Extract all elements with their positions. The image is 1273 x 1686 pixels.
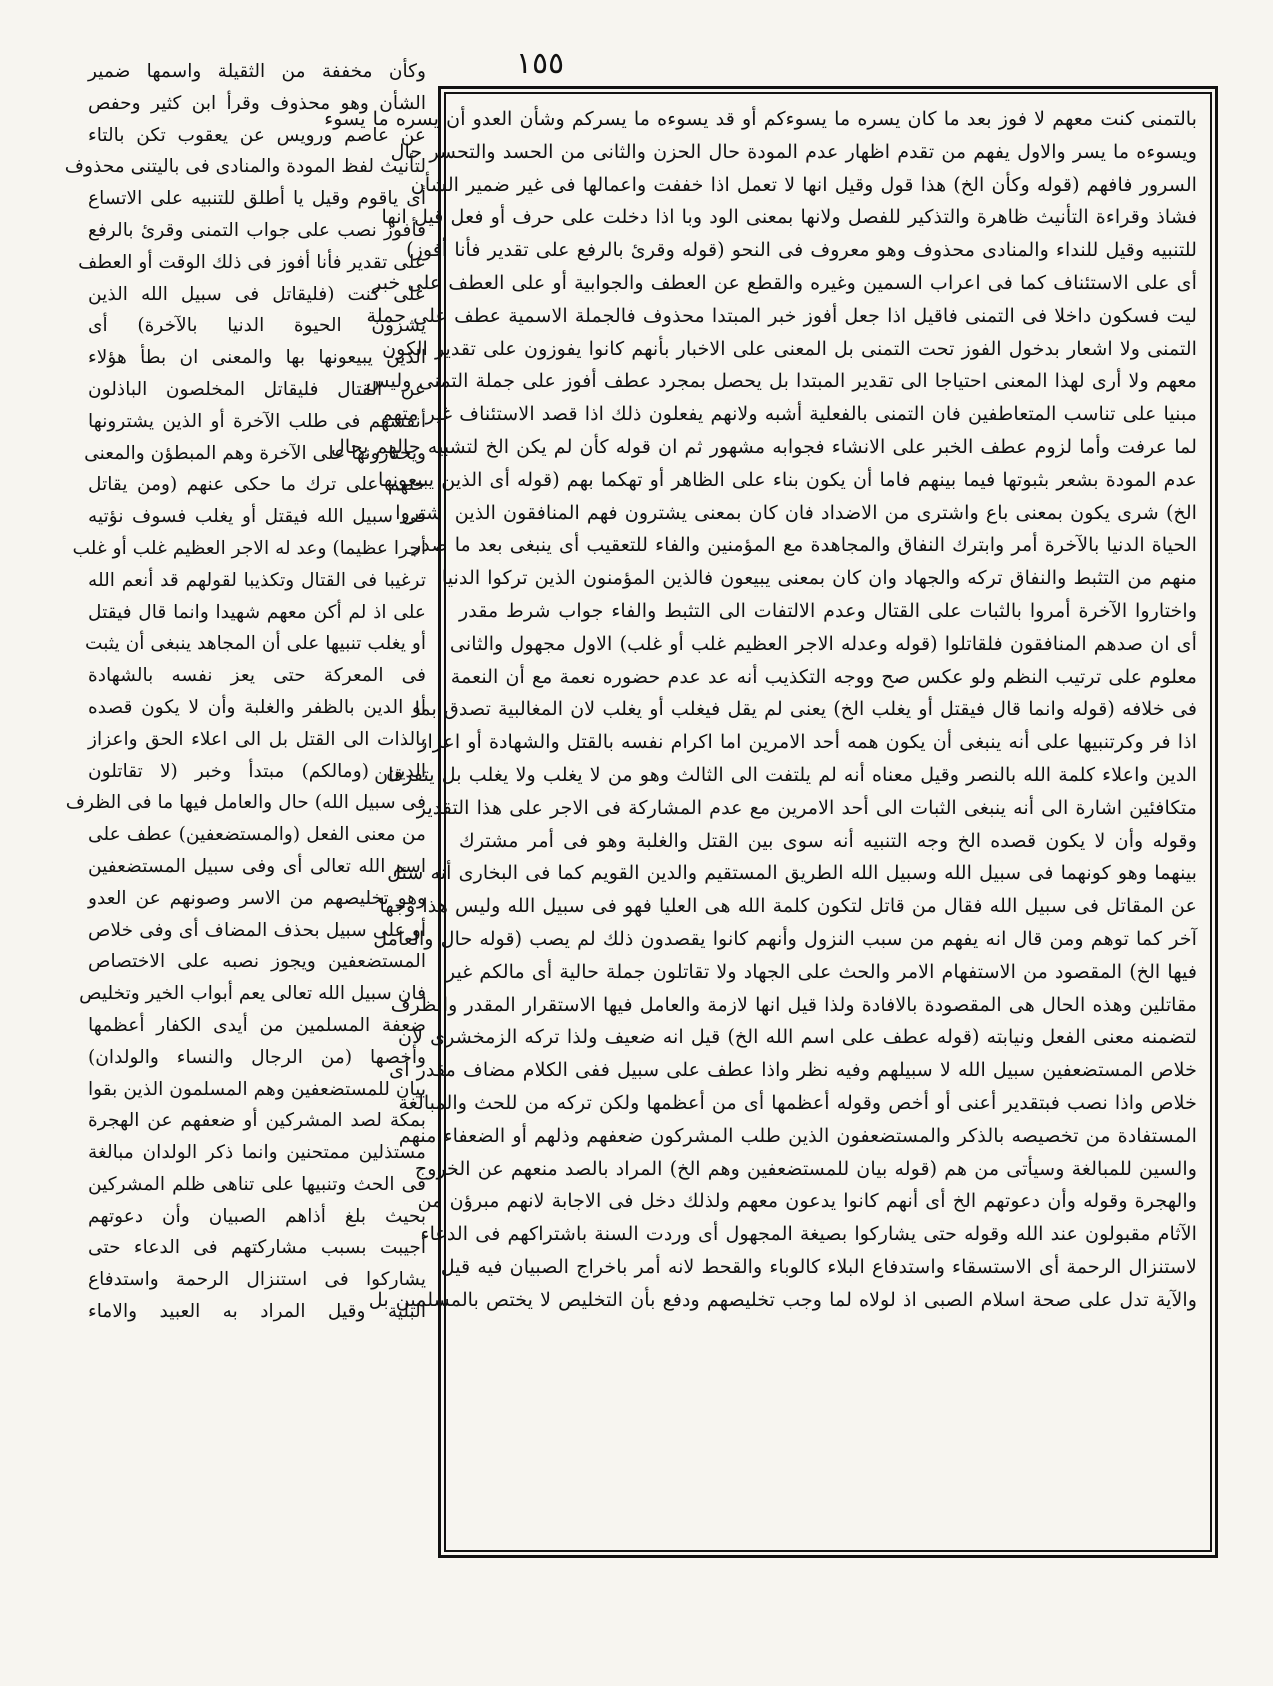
side-text-line: فان سبيل الله تعالى يعم أبواب الخير وتخليص — [79, 983, 426, 1005]
main-text-line: مبنيا على تناسب المتعاطفين فان التمنى بالفعلية أشبه ولانهم يفعلون ذلك اذا قصد الاستئناف غير متهم — [380, 402, 1197, 426]
main-text-line: لتضمنه معنى الفعل ونيابته (قوله عطف على اسم الله الخ) قيل انه ضعيف ولذا تركه الزمخشرى لان — [398, 1025, 1197, 1049]
side-text-line: الذين يبيعونها بها والمعنى ان بطأ هؤلاء — [88, 347, 426, 369]
main-text-line: لما عرفت وأما لزوم عطف الخبر على الانشاء فجوابه مشهور ثم ان قوله كأن لم يكن الخ لتشبيه حالهم بحال — [330, 434, 1197, 458]
main-text-line: فشاذ وقراءة التأنيث ظاهرة والتذكير للفصل ولانها بمعنى الود وبا اذا دخلت على حرف أو فعل قيل انها — [381, 205, 1197, 229]
main-text-line: بينهما وهو كونهما فى سبيل الله وسبيل الله الطريق المستقيم والدين القويم كما فى البخارى أنه سئل — [387, 861, 1197, 885]
main-text-line: التمنى ولا اشعار بدخول الفوز تحت التمنى بل المعنى على الاخبار بأنهم كانوا يفوزون على تقدير الكون — [382, 336, 1197, 360]
main-text-line: لاستنزال الرحمة أى الاستسقاء واستدفاع البلاء كالوباء والقحط لانه أمر باخراج الصبيان فيه قيل — [440, 1254, 1197, 1278]
main-text-line: اذا فر وكرتنبيها على أنه ينبغى أن يكون همه أحد الامرين اما اكرام نفسه بالقتل والشهادة أو اعزاز — [418, 730, 1197, 754]
side-text-line: فى سبيل الله) حال والعامل فيها ما فى الظرف — [65, 792, 426, 814]
side-text-line: ويختارونها على الآخرة وهم المبطؤن والمعنى — [84, 442, 426, 464]
side-text-line: وأخصها (من الرجال والنساء والولدان) — [88, 1046, 426, 1068]
side-text-line: بحيث بلغ أذاهم الصبيان وأن دعوتهم — [88, 1205, 426, 1227]
main-text-line: والآية تدل على صحة اسلام الصبى اذ لولاه لما وجب تخليصهم ودفع بأن التخليص لا يختص بالمسلمين بل — [368, 1287, 1197, 1311]
side-text-line: الدين (ومالكم) مبتدأ وخبر (لا تقاتلون — [88, 760, 426, 782]
side-text-line: وهو تخليصهم من الاسر وصونهم عن العدو — [88, 887, 426, 909]
main-text-line: والسين للمبالغة وسيأتى من هم (قوله بيان للمستضعفين وهم الخ) المراد بالصد منعهم عن الخروج — [414, 1156, 1197, 1180]
side-text-line: أو يغلب تنبيها على أن المجاهد ينبغى أن يثبت — [85, 633, 426, 655]
main-text-line: السرور فافهم (قوله وكأن الخ) هذا قول وقيل انها لا تعمل اذا خففت واعمالها فى غير ضمير الشأن — [410, 172, 1197, 196]
side-text-line: البلية وقيل المراد به العبيد والاماء — [88, 1301, 426, 1323]
main-text-line: ليت فسكون داخلا فى التمنى فاقيل اذا جعل أفوز خبر المبتدا محذوف فالجملة الاسمية عطف على جملة — [366, 303, 1197, 327]
side-text-line: أنفسهم فى طلب الآخرة أو الذين يشترونها — [88, 410, 426, 432]
main-text-line: فيها الخ) المقصود من الاستفهام الامر والحث على الجهاد ولا تقاتلون جملة حالية أى مالكم غير — [445, 959, 1197, 983]
main-text-line: الدين واعلاء كلمة الله بالنصر وقيل معناه أنه لم يلتفت الى الثالث وهو من لا يغلب ولا يغلب بل يتفرقان — [374, 762, 1197, 786]
main-text-line: الآثام مقبولون عند الله وقوله حتى يشاركوا بصيغة المجهول أى وردت السنة باشتراكهم فى الدعاء — [420, 1222, 1197, 1246]
main-text-line: فى خلافه (قوله وانما قال فيقتل أو يغلب الخ) يعنى لم يقل فيغلب أو يغلب لان المغالبية تصدق بما — [414, 697, 1197, 721]
side-text-line: أو الدين بالظفر والغلبة وأن لا يكون قصده — [88, 696, 426, 718]
main-text-line: والهجرة وقوله وأن دعوتهم الخ أى أنهم كانوا يدعون معهم ولذلك دخل فى الاجابة لانهم مبرؤن من — [417, 1189, 1197, 1213]
side-text-line: عن عاصم ورويس عن يعقوب تكن بالتاء — [88, 124, 426, 146]
main-text-line: الحياة الدنيا بالآخرة أمر وابترك النفاق والمجاهدة مع المؤمنين والفاء للتعقيب أى ينبغى بعد ما صدر — [411, 533, 1197, 557]
side-text-line: يشاركوا فى استنزال الرحمة واستدفاع — [88, 1269, 426, 1291]
side-text-line: فى سبيل الله فيقتل أو يغلب فسوف نؤتيه — [88, 506, 426, 528]
side-text-line: لتأنيث لفظ المودة والمنادى فى باليتنى محذوف — [64, 156, 426, 178]
side-text-line: وكأن مخففة من الثقيلة واسمها ضمير — [88, 61, 426, 82]
side-text-line: بالذات الى القتل بل الى اعلاء الحق واعزاز — [88, 728, 426, 750]
side-text-line: على كنت (فليقاتل فى سبيل الله الذين — [88, 283, 426, 305]
page-number: ١٥٥ — [515, 46, 565, 81]
main-text-line: خلاص واذا نصب فبتقدير أعنى أو أخص وقوله أعظمها أى من أعظمها ولكن تركه من للحث والمبالغة — [398, 1090, 1197, 1114]
side-text-line: من معنى الفعل (والمستضعفين) عطف على — [88, 824, 426, 846]
main-text-line: خلاص المستضعفين سبيل الله لا سبيلهم وفيه نظر واذا عطف على سبيل ففى الكلام مضاف مقدر أى — [389, 1058, 1197, 1082]
main-text-line: وقوله وأن لا يكون قصده الخ وجه التنبيه أنه سوى بين القتل والغلبة وهو فى أمر مشترك — [459, 828, 1197, 852]
side-commentary-column — [64, 56, 426, 1586]
main-text-line: المستفادة من تخصيصه بالذكر والمستضعفون الذين طلب المشركون ضعفهم وذلهم أو الضعفاء منهم — [398, 1123, 1197, 1147]
side-text-line: فى المعركة حتى يعز نفسه بالشهادة — [88, 665, 426, 687]
main-text-line: واختاروا الآخرة أمروا بالثبات على القتال وعدم الالتفات الى التثبط والفاء جواب شرط مقدر — [459, 598, 1197, 622]
side-text-line: أى ياقوم وقيل يا أطلق للتنبيه على الاتساع — [88, 188, 426, 210]
main-text-frame — [324, 86, 1218, 1558]
side-text-line: على تقدير فأنا أفوز فى ذلك الوقت أو العطف — [78, 251, 426, 273]
side-text-line: أجيبت بسبب مشاركتهم فى الدعاء حتى — [88, 1237, 426, 1259]
side-text-line: أجرا عظيما) وعد له الاجر العظيم غلب أو غلب — [72, 537, 426, 559]
main-text-line: عن المقاتل فى سبيل الله فقال من قاتل لتكون كلمة الله هى العليا فهو فى سبيل الله وليس هذا وجها — [379, 894, 1197, 918]
side-text-line: بيان للمستضعفين وهم المسلمون الذين بقوا — [88, 1078, 426, 1100]
side-text-line: مستذلين ممتحنين وانما ذكر الولدان مبالغة — [88, 1142, 426, 1164]
side-text-line: يشرون الحيوة الدنيا بالآخرة) أى — [88, 315, 426, 337]
main-text-line: معهم ولا أرى لهذا المعنى احتياجا الى تقدير المبتدا بل يحصل بمجرد عطف أفوز على جملة التمنى وليس — [366, 369, 1197, 393]
main-text-line: أى على الاستئناف كما فى اعراب السمين وغيره والقطع عن العطف والجوابية أو على العطف على خبر — [372, 270, 1197, 294]
side-text-line: بمكة لصد المشركين أو ضعفهم عن الهجرة — [88, 1110, 426, 1132]
side-text-line: عن القتال فليقاتل المخلصون الباذلون — [88, 378, 426, 400]
side-text-line: فى الحث وتنبيها على تناهى ظلم المشركين — [88, 1173, 426, 1195]
main-text-line: منهم من التثبط والنفاق تركه والجهاد وان كان بمعنى يبيعون فالذين المؤمنون الذين تركوا الدنيا — [441, 566, 1197, 590]
side-text-line: ضعفة المسلمين من أيدى الكفار أعظمها — [88, 1014, 426, 1036]
side-text-line: اسم الله تعالى أى وفى سبيل المستضعفين — [88, 855, 426, 877]
main-commentary-text — [324, 103, 1197, 1316]
side-text-line: الشأن وهو محذوف وقرأ ابن كثير وحفص — [88, 92, 426, 114]
main-text-line: عدم المودة بشعر بثبوتها فيما بينهم فاما أن يكون بناء على الظاهر أو تهكما بهم (قوله أى الذين يبيعونها — [378, 467, 1197, 491]
side-text-line: أو على سبيل بحذف المضاف أى وفى خلاص — [88, 919, 426, 941]
main-text-line: ويسوءه ما يسر والاول يفهم من تقدم اظهار عدم المودة حال الحزن والثانى من الحسد والتحسر حال — [390, 139, 1197, 163]
main-text-line: متكافئين اشارة الى أنه ينبغى الثبات الى أحد الامرين مع عدم المشاركة فى الاجر على هذا التقدير — [416, 795, 1197, 819]
main-text-line: للتنبيه وقيل للنداء والمنادى محذوف وهو معروف فى النحو (قوله وقرئ بالرفع على تقدير فأنا أفوز) — [406, 238, 1197, 262]
main-text-line: الخ) شرى يكون بمعنى باع واشترى من الاضداد فان كان بمعنى يشترون فهم المنافقون الذين اشتروا — [395, 500, 1197, 524]
main-text-line: معلوم على ترتيب النظم ولو عكس صح ووجه التكذيب أنه عد عدم حضوره نعمة مع أن النعمة — [450, 664, 1197, 688]
side-text-line: فأفوز نصب على جواب التمنى وقرئ بالرفع — [88, 219, 426, 241]
side-text-line: المستضعفين ويجوز نصبه على الاختصاص — [88, 951, 426, 973]
main-text-line: آخر كما توهم ومن قال انه يفهم من سبب النزول وأنهم كانوا يقصدون ذلك لم يصب (قوله حال والعامل — [373, 926, 1197, 950]
side-text-line: ترغيبا فى القتال وتكذيبا لقولهم قد أنعم الله — [88, 569, 426, 591]
main-text-line: أى ان صدهم المنافقون فلقاتلوا (قوله وعدله الاجر العظيم غلب أو غلب) الاول مجهول والثانى — [449, 631, 1197, 655]
main-text-line: بالتمنى كنت معهم لا فوز بعد ما كان يسره ما يسوءكم أو قد يسوءه ما يسركم وشأن العدو أن يسره ما يسوء — [324, 107, 1197, 130]
side-text-line: حثهم على ترك ما حكى عنهم (ومن يقاتل — [88, 474, 426, 496]
side-text-line: على اذ لم أكن معهم شهيدا وانما قال فيقتل — [88, 601, 426, 623]
main-text-line: مقاتلين وهذه الحال هى المقصودة بالافادة ولذا قيل انها لازمة والعامل فيها الاستقرار المقدر والظرف — [390, 992, 1197, 1016]
